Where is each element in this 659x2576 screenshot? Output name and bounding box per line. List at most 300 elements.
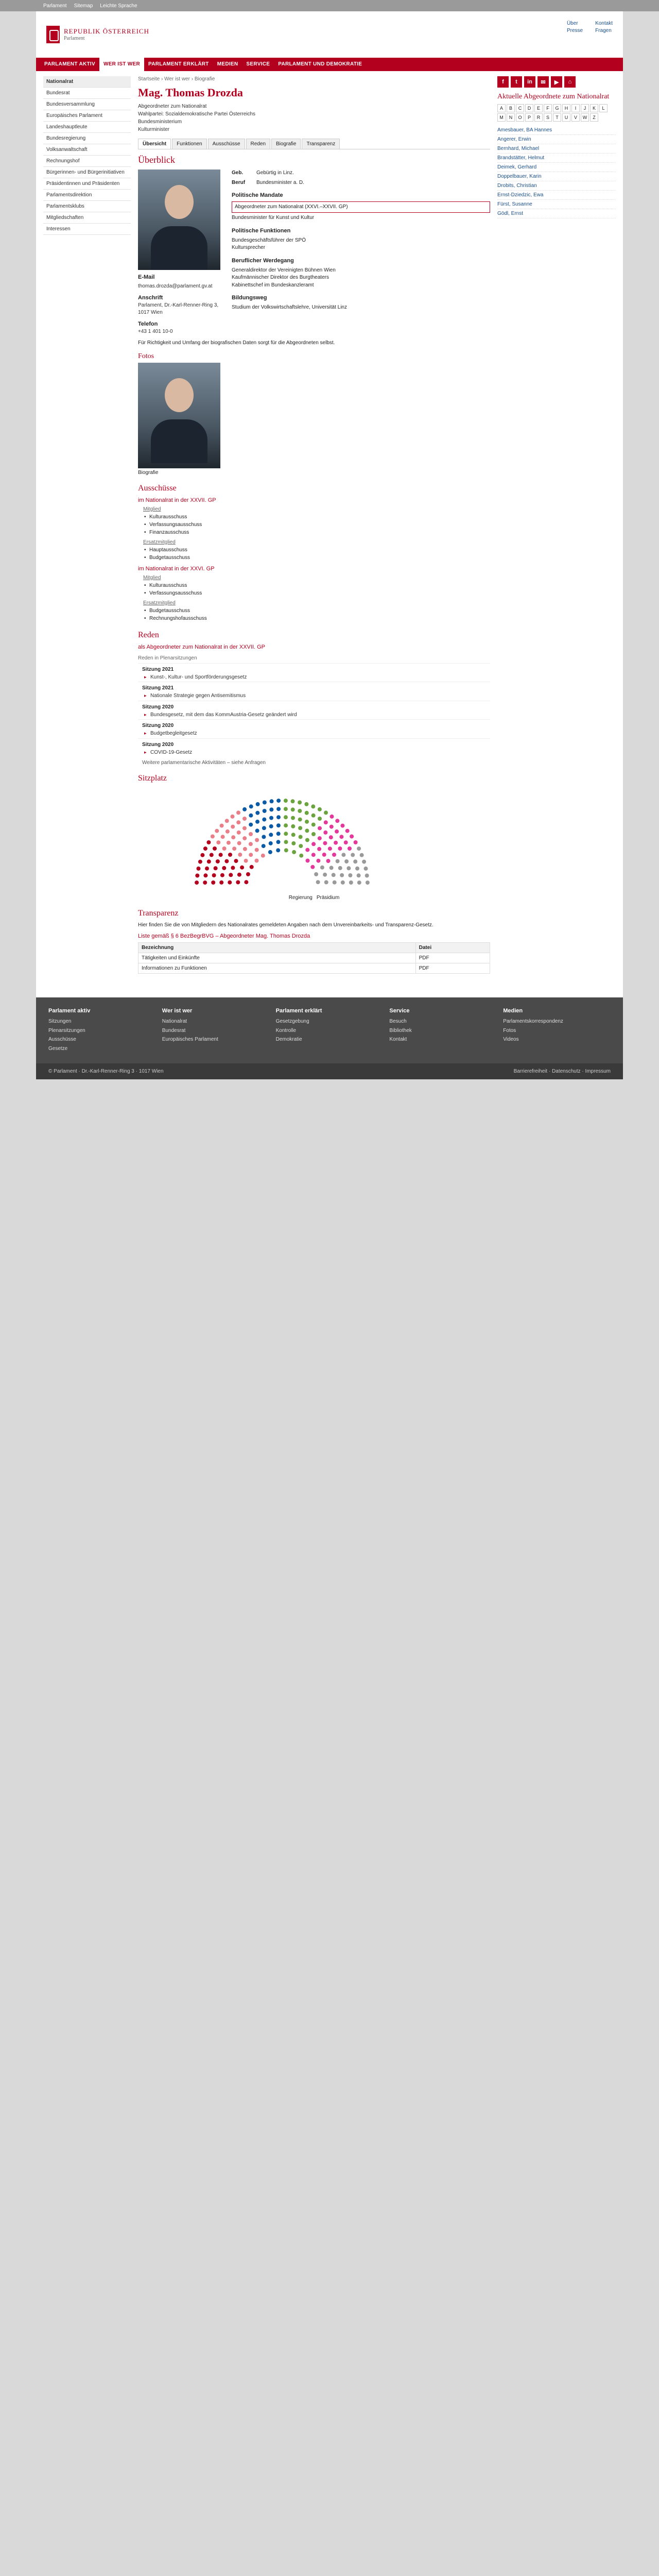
- footer-link[interactable]: Sitzungen: [48, 1019, 72, 1024]
- pdf-link[interactable]: PDF: [415, 963, 490, 974]
- alphabet-letter[interactable]: G: [553, 104, 561, 112]
- alphabet-letter[interactable]: H: [562, 104, 570, 112]
- footer-col: [389, 1008, 497, 1053]
- phone-text: +43 1 401 10-0: [138, 328, 173, 334]
- seat: [335, 819, 339, 823]
- seat: [249, 804, 253, 808]
- seat: [323, 841, 327, 845]
- seat: [318, 836, 322, 840]
- leftnav-item[interactable]: Rechnungshof: [43, 156, 131, 167]
- seat: [244, 859, 248, 863]
- seat: [344, 840, 348, 844]
- alphabet-letter[interactable]: O: [516, 113, 524, 122]
- pdf-link[interactable]: PDF: [415, 953, 490, 963]
- speech-item[interactable]: ▸ Budgetbegleitgesetz: [138, 730, 490, 738]
- seat: [220, 824, 224, 828]
- leftnav-item[interactable]: Landeshauptleute: [43, 122, 131, 133]
- seat: [276, 832, 281, 836]
- seat-legend-label: Präsidium: [316, 895, 340, 901]
- alphabet-letter[interactable]: J: [581, 104, 589, 112]
- seat: [324, 810, 328, 815]
- alphabet-letter[interactable]: V: [571, 113, 580, 122]
- seat: [316, 859, 320, 863]
- alphabet-letter[interactable]: M: [497, 113, 506, 122]
- main-nav: [36, 58, 623, 71]
- speeches-title: Reden: [138, 630, 159, 639]
- seat: [236, 820, 240, 824]
- person-line: Bundesministerium: [138, 119, 182, 125]
- bio-caption: Für Richtigkeit und Umfang der biografischen Daten sorgt für die Abgeordneten selbst.: [138, 340, 335, 346]
- seat: [246, 872, 250, 876]
- person-line: Wahlpartei: Sozialdemokratische Partei Österreichs: [138, 111, 256, 117]
- seat: [298, 818, 302, 822]
- leftnav-item[interactable]: Bundesversammlung: [43, 99, 131, 110]
- seat: [364, 867, 368, 871]
- leftnav-item[interactable]: Volksanwaltschaft: [43, 144, 131, 156]
- social-icon[interactable]: ⌂: [564, 76, 576, 88]
- seat: [305, 811, 309, 815]
- speech-date: Sitzung 2020: [138, 738, 490, 749]
- right-column: [497, 76, 616, 977]
- committee-group-heading: Ersatzmitglied: [143, 600, 176, 606]
- seat: [291, 807, 295, 811]
- member-link[interactable]: Bernhard, Michael: [497, 144, 616, 154]
- alphabet-letter[interactable]: C: [516, 104, 524, 112]
- footer-link[interactable]: Bibliothek: [389, 1027, 412, 1033]
- seat: [269, 841, 273, 845]
- address-text: Parlament, Dr.-Karl-Renner-Ring 3, 1017 Wien: [138, 302, 219, 315]
- leftnav-item[interactable]: Bürgerinnen- und Bürgerinitiativen: [43, 167, 131, 178]
- seat: [365, 874, 369, 878]
- social-icon[interactable]: ✉: [537, 76, 549, 88]
- seat: [291, 799, 295, 803]
- page: [36, 11, 623, 1079]
- seat: [203, 880, 207, 885]
- seat: [231, 825, 235, 829]
- alphabet-letter[interactable]: P: [525, 113, 533, 122]
- person-line: Kulturminister: [138, 127, 170, 132]
- seat: [268, 850, 272, 854]
- seat: [237, 841, 241, 845]
- seat: [318, 817, 322, 821]
- leftnav-item[interactable]: Bundesrat: [43, 88, 131, 99]
- committee-item[interactable]: • Verfassungsausschuss: [138, 589, 490, 597]
- seat: [317, 847, 321, 851]
- tab[interactable]: Ausschüsse: [208, 139, 245, 149]
- footer: [36, 997, 623, 1063]
- seat: [237, 831, 241, 835]
- seat: [276, 815, 281, 819]
- committee-group-heading: Mitglied: [143, 506, 161, 512]
- info-item: Bundesminister für Kunst und Kultur: [232, 215, 315, 221]
- footer-link[interactable]: Nationalrat: [162, 1019, 187, 1024]
- header-link[interactable]: Kontakt: [595, 21, 613, 26]
- seat: [328, 846, 332, 851]
- seat: [262, 835, 266, 839]
- seat: [291, 824, 295, 828]
- seat: [214, 866, 218, 870]
- seat-plan: [138, 788, 490, 901]
- seat: [340, 873, 344, 877]
- seat: [234, 859, 238, 863]
- seat: [284, 807, 288, 811]
- footer-link[interactable]: Gesetzgebung: [275, 1019, 309, 1024]
- alphabet-letter[interactable]: U: [562, 113, 570, 122]
- committee-item[interactable]: • Budgetausschuss: [138, 607, 490, 615]
- seat: [355, 867, 359, 871]
- seat: [243, 847, 247, 851]
- footer-link[interactable]: Kontakt: [389, 1037, 407, 1042]
- seat: [338, 866, 342, 870]
- seat: [236, 880, 240, 885]
- seat: [299, 854, 303, 858]
- seat: [305, 820, 309, 824]
- seat: [339, 835, 343, 839]
- speech-date: Sitzung 2021: [138, 682, 490, 692]
- speech-item[interactable]: ▸ Bundesgesetz, mit dem das KommAustria-Gesetz geändert wird: [138, 711, 490, 720]
- social-icon[interactable]: f: [497, 76, 509, 88]
- footer-link[interactable]: Besuch: [389, 1019, 407, 1024]
- seat: [231, 835, 235, 839]
- career-heading: Beruflicher Werdegang: [232, 257, 294, 264]
- footer-link[interactable]: Bundesrat: [162, 1027, 186, 1033]
- alphabet-letter[interactable]: Z: [590, 113, 598, 122]
- committee-item[interactable]: • Finanzausschuss: [138, 529, 490, 536]
- info-item: Kaufmännischer Direktor des Burgtheaters: [232, 275, 329, 281]
- speech-item[interactable]: ▸ Kunst-, Kultur- und Sportförderungsgesetz: [138, 673, 490, 682]
- seat: [219, 880, 223, 885]
- speeches-sub[interactable]: Reden in Plenarsitzungen: [138, 655, 197, 661]
- email-link[interactable]: thomas.drozda@parlament.gv.at: [138, 283, 213, 289]
- seat: [291, 841, 296, 845]
- seat: [228, 853, 232, 857]
- leftnav-item[interactable]: Parlamentsklubs: [43, 201, 131, 212]
- seat: [276, 799, 281, 803]
- seat: [348, 846, 352, 851]
- seat: [316, 880, 320, 884]
- born-key: Geb.: [232, 170, 244, 176]
- seat: [269, 807, 273, 811]
- header-link[interactable]: Presse: [566, 28, 583, 33]
- social-icons: [497, 76, 616, 88]
- committee-item[interactable]: • Budgetausschuss: [138, 554, 490, 562]
- seat: [226, 829, 230, 834]
- breadcrumb[interactable]: Startseite › Wer ist wer › Biografie: [138, 76, 215, 82]
- footer-link[interactable]: Ausschüsse: [48, 1037, 76, 1042]
- footer-link[interactable]: Gesetze: [48, 1045, 68, 1052]
- foto-image[interactable]: [138, 363, 220, 468]
- tab[interactable]: Biografie: [271, 139, 301, 149]
- alphabet-letter[interactable]: D: [525, 104, 533, 112]
- footer-col-heading: Parlament aktiv: [48, 1008, 91, 1014]
- seat: [338, 846, 342, 851]
- seat: [311, 832, 316, 836]
- seat: [242, 836, 247, 840]
- seat: [305, 848, 309, 852]
- seat: [298, 826, 302, 830]
- seat: [311, 804, 315, 808]
- nav-item[interactable]: PARLAMENT AKTIV: [44, 61, 95, 67]
- footer-link[interactable]: Fotos: [503, 1027, 516, 1033]
- seat: [249, 853, 253, 857]
- speech-date: Sitzung 2020: [138, 719, 490, 730]
- seat: [216, 840, 220, 844]
- seat: [298, 809, 302, 813]
- leftnav-item[interactable]: Bundesregierung: [43, 133, 131, 144]
- topstrip-link[interactable]: Sitemap: [74, 3, 93, 9]
- seat: [213, 846, 217, 851]
- member-link[interactable]: Ernst-Dziedzic, Ewa: [497, 191, 616, 200]
- tab[interactable]: Reden: [246, 139, 270, 149]
- seat: [198, 860, 202, 864]
- committee-group-heading: Ersatzmitglied: [143, 539, 176, 545]
- nav-item[interactable]: MEDIEN: [217, 61, 238, 67]
- footer-link[interactable]: Kontrolle: [275, 1027, 297, 1033]
- seat: [318, 826, 322, 831]
- seat: [224, 859, 229, 863]
- left-nav: [43, 76, 131, 977]
- email-heading: E-Mail: [138, 274, 155, 280]
- seat: [270, 799, 274, 803]
- info-item: Abgeordneter zum Nationalrat (XXVI.–XXVII. GP): [232, 201, 490, 213]
- nav-item[interactable]: SERVICE: [246, 61, 270, 67]
- member-link[interactable]: Angerer, Erwin: [497, 135, 616, 144]
- topstrip-link[interactable]: Leichte Sprache: [100, 3, 137, 9]
- seat: [326, 859, 331, 863]
- alphabet-letter[interactable]: K: [590, 104, 598, 112]
- seat: [222, 866, 226, 870]
- seat: [249, 814, 253, 818]
- transparency-table: [138, 942, 490, 974]
- social-icon[interactable]: in: [524, 76, 535, 88]
- footer-col: [276, 1008, 384, 1053]
- seat: [236, 810, 240, 815]
- leftnav-item[interactable]: Parlamentsdirektion: [43, 190, 131, 201]
- seat: [212, 873, 216, 877]
- alphabet-letter[interactable]: E: [534, 104, 543, 112]
- seat: [311, 842, 316, 846]
- footer-link[interactable]: Plenarsitzungen: [48, 1027, 85, 1033]
- committees-gp2[interactable]: im Nationalrat in der XXVI. GP: [138, 565, 215, 572]
- seat: [340, 824, 344, 828]
- alphabet-letter[interactable]: I: [571, 104, 580, 112]
- seat: [242, 817, 247, 821]
- seat: [366, 880, 370, 885]
- seat: [341, 853, 345, 857]
- edu-heading: Bildungsweg: [232, 295, 267, 301]
- seat-legend-label: Regierung: [288, 895, 313, 901]
- speeches-gp: als Abgeordneter zum Nationalrat in der XXVII. GP: [138, 643, 266, 650]
- alphabet-letter[interactable]: S: [544, 113, 552, 122]
- seat: [311, 814, 316, 818]
- seat: [357, 880, 361, 885]
- seat: [333, 880, 337, 885]
- member-link[interactable]: Amesbauer, BA Hannes: [497, 126, 616, 135]
- committee-group-heading: Mitglied: [143, 574, 161, 581]
- tab[interactable]: Übersicht: [138, 139, 171, 149]
- member-link[interactable]: Brandstätter, Helmut: [497, 154, 616, 163]
- seat: [222, 846, 227, 851]
- alphabet-letter[interactable]: R: [534, 113, 543, 122]
- seat: [330, 825, 334, 829]
- seat: [323, 831, 327, 835]
- seat: [244, 880, 248, 884]
- committee-item[interactable]: • Kulturausschuss: [138, 582, 490, 589]
- social-icon[interactable]: t: [511, 76, 522, 88]
- seat: [262, 826, 266, 830]
- seat: [324, 820, 328, 824]
- member-link[interactable]: Doppelbauer, Karin: [497, 172, 616, 181]
- seat: [210, 853, 214, 857]
- leftnav-item[interactable]: Europäisches Parlament: [43, 110, 131, 122]
- top-strip: [0, 0, 659, 11]
- footer-link[interactable]: Videos: [503, 1037, 519, 1042]
- seat: [305, 838, 309, 842]
- member-link[interactable]: Drobits, Christian: [497, 181, 616, 191]
- seat: [330, 866, 334, 870]
- alphabet-letter[interactable]: F: [544, 104, 552, 112]
- seat: [336, 859, 340, 863]
- info-item: Studium der Volkswirtschaftslehre, Universität Linz: [232, 304, 347, 311]
- transparency-text: Hier finden Sie die von Mitgliedern des Nationalrates gemeldeten Angaben nach dem Unvereinbarkeits- und Transparenz-Gesetz.: [138, 922, 433, 928]
- alphabet-letter[interactable]: W: [581, 113, 589, 122]
- seat: [322, 853, 326, 857]
- member-link[interactable]: Deimek, Gerhard: [497, 163, 616, 172]
- seat: [284, 799, 288, 803]
- table-cell: Tätigkeiten und Einkünfte: [138, 953, 416, 963]
- job-key: Beruf: [232, 179, 246, 185]
- bio-info: [232, 170, 490, 335]
- seat: [238, 853, 242, 857]
- seat: [249, 823, 253, 827]
- info-item: Generaldirektor der Vereinigten Bühnen Wien: [232, 267, 336, 273]
- committee-item[interactable]: • Rechnungshofausschuss: [138, 615, 490, 622]
- header-link[interactable]: Fragen: [595, 28, 612, 33]
- seat: [255, 838, 259, 842]
- seat: [263, 809, 267, 813]
- seat: [255, 828, 259, 833]
- member-link[interactable]: Fürst, Susanne: [497, 200, 616, 209]
- phone-heading: Telefon: [138, 320, 158, 327]
- footer-bottom: [36, 1063, 623, 1079]
- transparency-title: Transparenz: [138, 909, 179, 918]
- seat: [215, 829, 219, 833]
- right-title: Aktuelle Abgeordnete zum Nationalrat: [497, 93, 610, 100]
- seat: [344, 859, 349, 863]
- tab[interactable]: Transparenz: [302, 139, 340, 149]
- main-content: [138, 76, 490, 977]
- born-value: Gebürtig in Linz.: [256, 170, 294, 176]
- alphabet-letter[interactable]: T: [553, 113, 561, 122]
- seat: [330, 815, 334, 819]
- seat: [350, 835, 354, 839]
- footer-link[interactable]: Demokratie: [275, 1037, 302, 1042]
- header-links: [567, 21, 613, 33]
- seat: [332, 853, 336, 857]
- seat: [320, 866, 324, 870]
- alphabet-letter[interactable]: B: [507, 104, 515, 112]
- seat: [262, 844, 266, 848]
- footer-col: [503, 1008, 611, 1053]
- seat: [353, 859, 357, 863]
- seat: [345, 829, 350, 833]
- seat: [298, 801, 302, 805]
- logo[interactable]: [46, 26, 149, 43]
- portrait-image: [138, 170, 220, 270]
- tab[interactable]: Funktionen: [172, 139, 206, 149]
- transparency-table-title[interactable]: Liste gemäß § 6 BezBegrBVG – Abgeordneter Mag. Thomas Drozda: [138, 933, 310, 939]
- job-value: Bundesminister a. D.: [256, 179, 304, 185]
- leftnav-item[interactable]: Nationalrat: [43, 76, 131, 88]
- footer-link[interactable]: Parlamentskorrespondenz: [503, 1019, 563, 1024]
- table-row: [138, 953, 490, 963]
- nav-item[interactable]: WER IST WER: [99, 58, 144, 71]
- seat: [255, 820, 259, 824]
- parliament-logo-icon: [46, 26, 60, 43]
- seat: [242, 826, 247, 831]
- committee-item[interactable]: • Hauptausschuss: [138, 546, 490, 554]
- seat: [291, 816, 295, 820]
- member-link[interactable]: Gödl, Ernst: [497, 209, 616, 218]
- nav-item[interactable]: PARLAMENT ERKLÄRT: [148, 61, 209, 67]
- footer-legal[interactable]: Barrierefreiheit · Datenschutz · Impressum: [513, 1069, 611, 1074]
- info-item: Kultursprecher: [232, 245, 266, 251]
- seat: [200, 853, 204, 857]
- seat: [228, 880, 232, 885]
- overview-title: Überblick: [138, 155, 175, 165]
- seat: [276, 807, 281, 811]
- nav-item[interactable]: PARLAMENT UND DEMOKRATIE: [278, 61, 362, 67]
- seat: [211, 835, 215, 839]
- seat: [276, 823, 281, 827]
- seat: [299, 835, 303, 839]
- seat: [314, 872, 318, 876]
- seat: [250, 865, 254, 869]
- speech-item[interactable]: ▸ COVID-19-Gesetz: [138, 749, 490, 757]
- seat: [291, 833, 296, 837]
- alphabet-letter[interactable]: A: [497, 104, 506, 112]
- seat: [332, 873, 336, 877]
- leftnav-item[interactable]: Mitgliedschaften: [43, 212, 131, 224]
- alphabet-letter[interactable]: N: [507, 113, 515, 122]
- seat: [229, 873, 233, 877]
- seat: [284, 840, 288, 844]
- leftnav-item[interactable]: Präsidentinnen und Präsidenten: [43, 178, 131, 190]
- seat: [195, 874, 199, 878]
- seats-title: Sitzplatz: [138, 774, 167, 783]
- topstrip-link[interactable]: Parlament: [43, 3, 67, 9]
- committees-gp1[interactable]: im Nationalrat in der XXVII. GP: [138, 497, 216, 503]
- speech-item[interactable]: ▸ Nationale Strategie gegen Antisemitismus: [138, 692, 490, 701]
- committee-item[interactable]: • Verfassungsausschuss: [138, 521, 490, 529]
- table-header: Datei: [415, 943, 490, 953]
- footer-link[interactable]: Europäisches Parlament: [162, 1037, 218, 1042]
- leftnav-item[interactable]: Interessen: [43, 224, 131, 235]
- footer-col-heading: Parlament erklärt: [275, 1008, 322, 1014]
- footer-col-heading: Medien: [503, 1008, 523, 1014]
- seat: [341, 880, 345, 885]
- committee-item[interactable]: • Kulturausschuss: [138, 513, 490, 521]
- social-icon[interactable]: ▶: [551, 76, 562, 88]
- table-header: Bezeichnung: [138, 943, 416, 953]
- seat: [255, 859, 259, 863]
- header-link[interactable]: Über: [566, 21, 578, 26]
- alphabet-letter[interactable]: L: [599, 104, 608, 112]
- foto-caption: Biografie: [138, 469, 159, 476]
- seat: [249, 842, 253, 846]
- seat: [255, 848, 259, 852]
- info-item: Bundesgeschäftsführer der SPÖ: [232, 237, 306, 243]
